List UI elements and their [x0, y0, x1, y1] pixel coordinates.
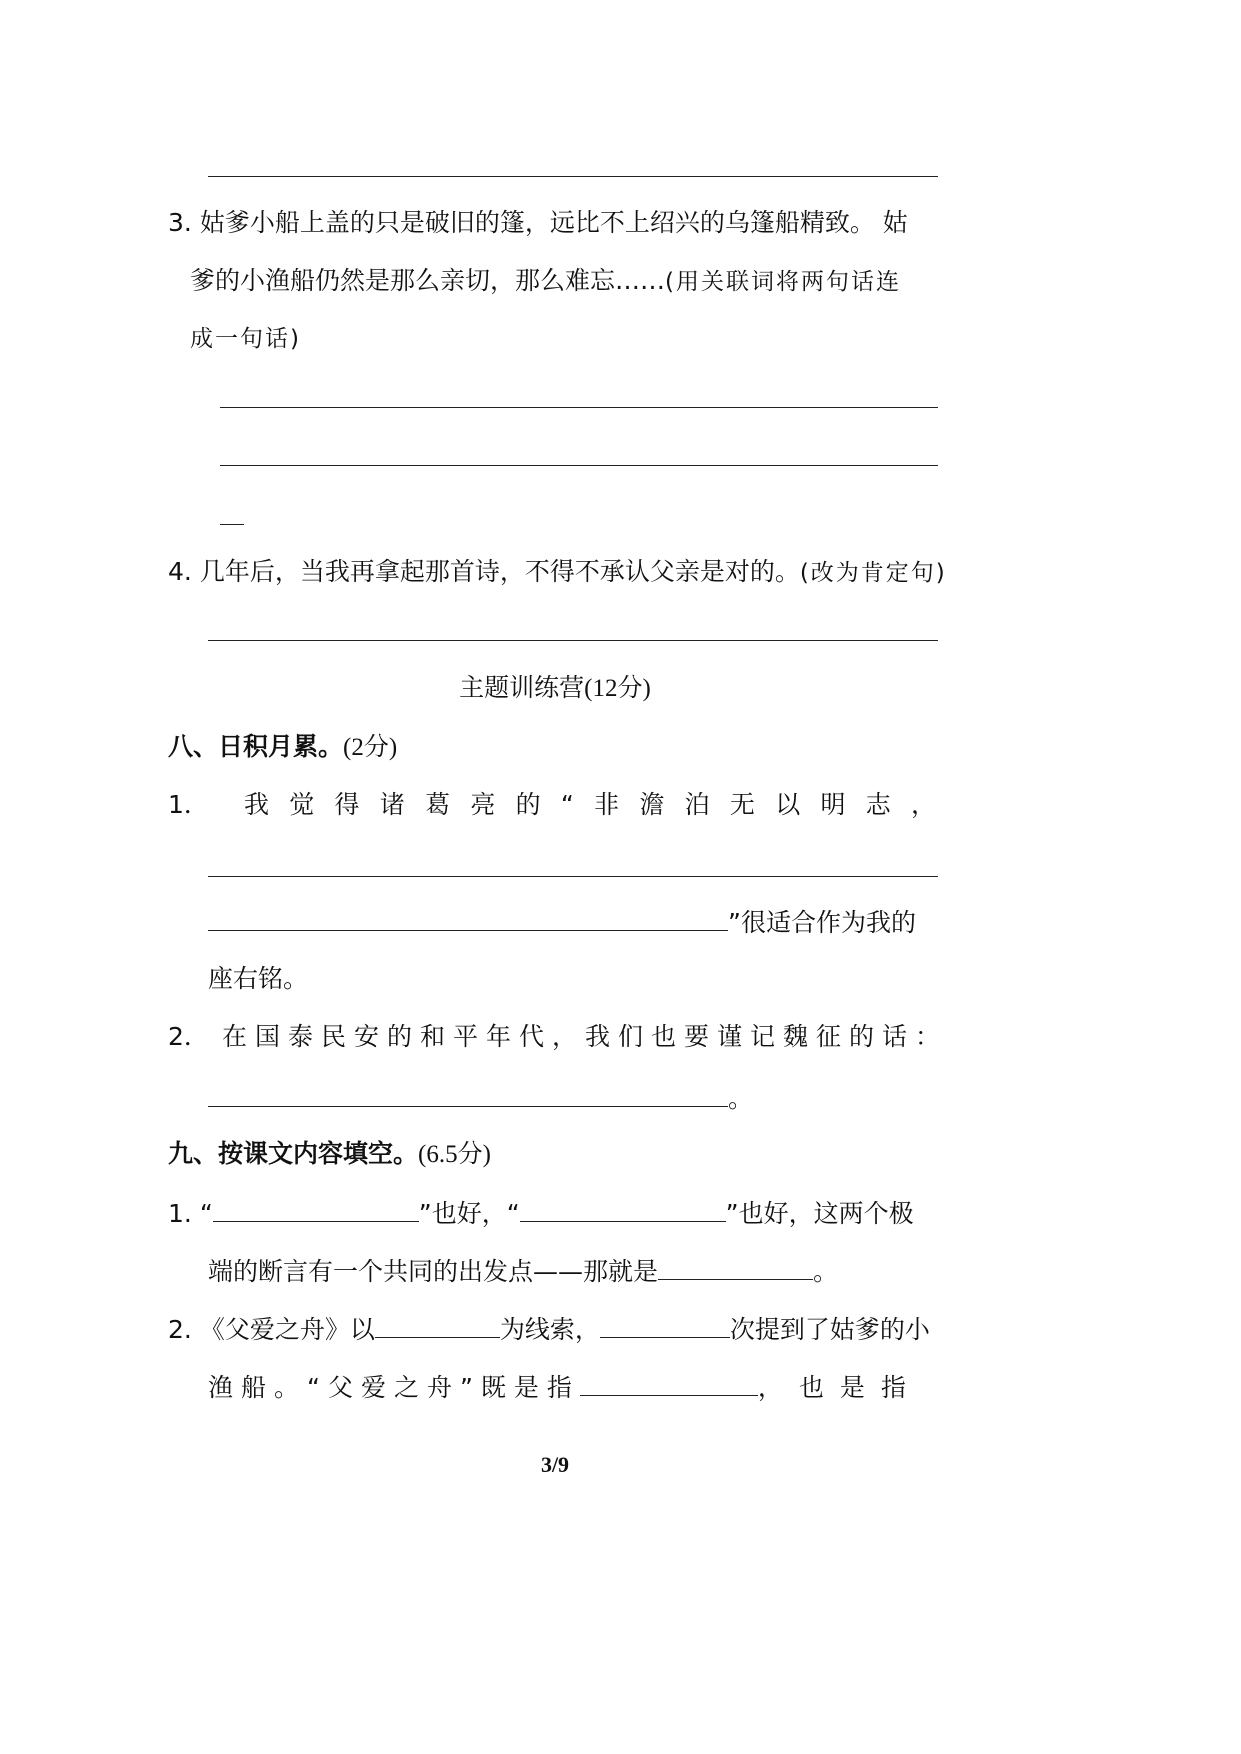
question-hint: (改为肯定句): [799, 560, 947, 586]
question-text: 座右铭。: [208, 964, 309, 993]
question-text: 渔船。“父爱之舟”既是指: [208, 1373, 580, 1402]
section-title: 主题训练营(12分): [459, 675, 651, 702]
question-text: ”很适合作为我的: [728, 908, 916, 937]
answer-line[interactable]: [208, 640, 938, 641]
section-heading: 八、日积月累。: [168, 732, 344, 761]
question-text: 为线索，: [499, 1315, 600, 1344]
answer-blank[interactable]: [520, 1195, 726, 1222]
question-number: 2.: [168, 1315, 192, 1344]
question-number: 1.: [168, 1199, 192, 1228]
question-text: ，也是指: [757, 1373, 922, 1402]
answer-blank[interactable]: [580, 1369, 758, 1396]
period: 。: [813, 1257, 839, 1286]
question-text: ”也好，“: [418, 1199, 520, 1228]
question-text: 几年后，当我再拿起那首诗，不得不承认父亲是对的。: [199, 557, 800, 586]
question-number: 3.: [168, 208, 192, 237]
answer-line[interactable]: [220, 524, 244, 525]
answer-blank[interactable]: [208, 904, 728, 931]
answer-blank[interactable]: [600, 1311, 730, 1338]
section-score: (6.5分): [418, 1141, 491, 1168]
answer-blank[interactable]: [658, 1253, 813, 1280]
question-hint: 成一句话): [190, 326, 301, 352]
section-heading: 九、按课文内容填空。: [168, 1139, 419, 1168]
answer-line[interactable]: [220, 407, 938, 408]
answer-blank[interactable]: [213, 1195, 419, 1222]
question-text: 次提到了姑爹的小: [729, 1315, 930, 1344]
question-number: 2．: [168, 1022, 209, 1051]
question-text: 姑爹小船上盖的只是破旧的篷，远比不上绍兴的乌篷船精致。 姑: [199, 208, 908, 237]
page-number: 3/9: [540, 1452, 570, 1477]
answer-blank[interactable]: [375, 1311, 500, 1338]
question-text: 爹的小渔船仍然是那么亲切，那么难忘……: [190, 266, 666, 295]
period: 。: [728, 1084, 754, 1113]
question-hint: (用关联词将两句话连: [665, 269, 901, 295]
quote: “: [199, 1199, 213, 1228]
answer-line[interactable]: [208, 176, 938, 177]
question-text: 我觉得诸葛亮的“非澹泊无以明志，: [244, 790, 940, 819]
question-text: ”也好，这两个极: [725, 1199, 914, 1228]
answer-blank[interactable]: [208, 1080, 728, 1107]
question-text: 在国泰民安的和平年代，我们也要谨记魏征的话：: [222, 1022, 940, 1051]
answer-line[interactable]: [208, 876, 938, 877]
question-text: 端的断言有一个共同的出发点——那就是: [208, 1257, 659, 1286]
section-score: (2分): [343, 734, 398, 761]
answer-line[interactable]: [220, 465, 938, 466]
question-text: 《父爱之舟》以: [199, 1315, 375, 1344]
question-number: 4.: [168, 557, 192, 586]
question-number: 1．: [168, 790, 209, 819]
